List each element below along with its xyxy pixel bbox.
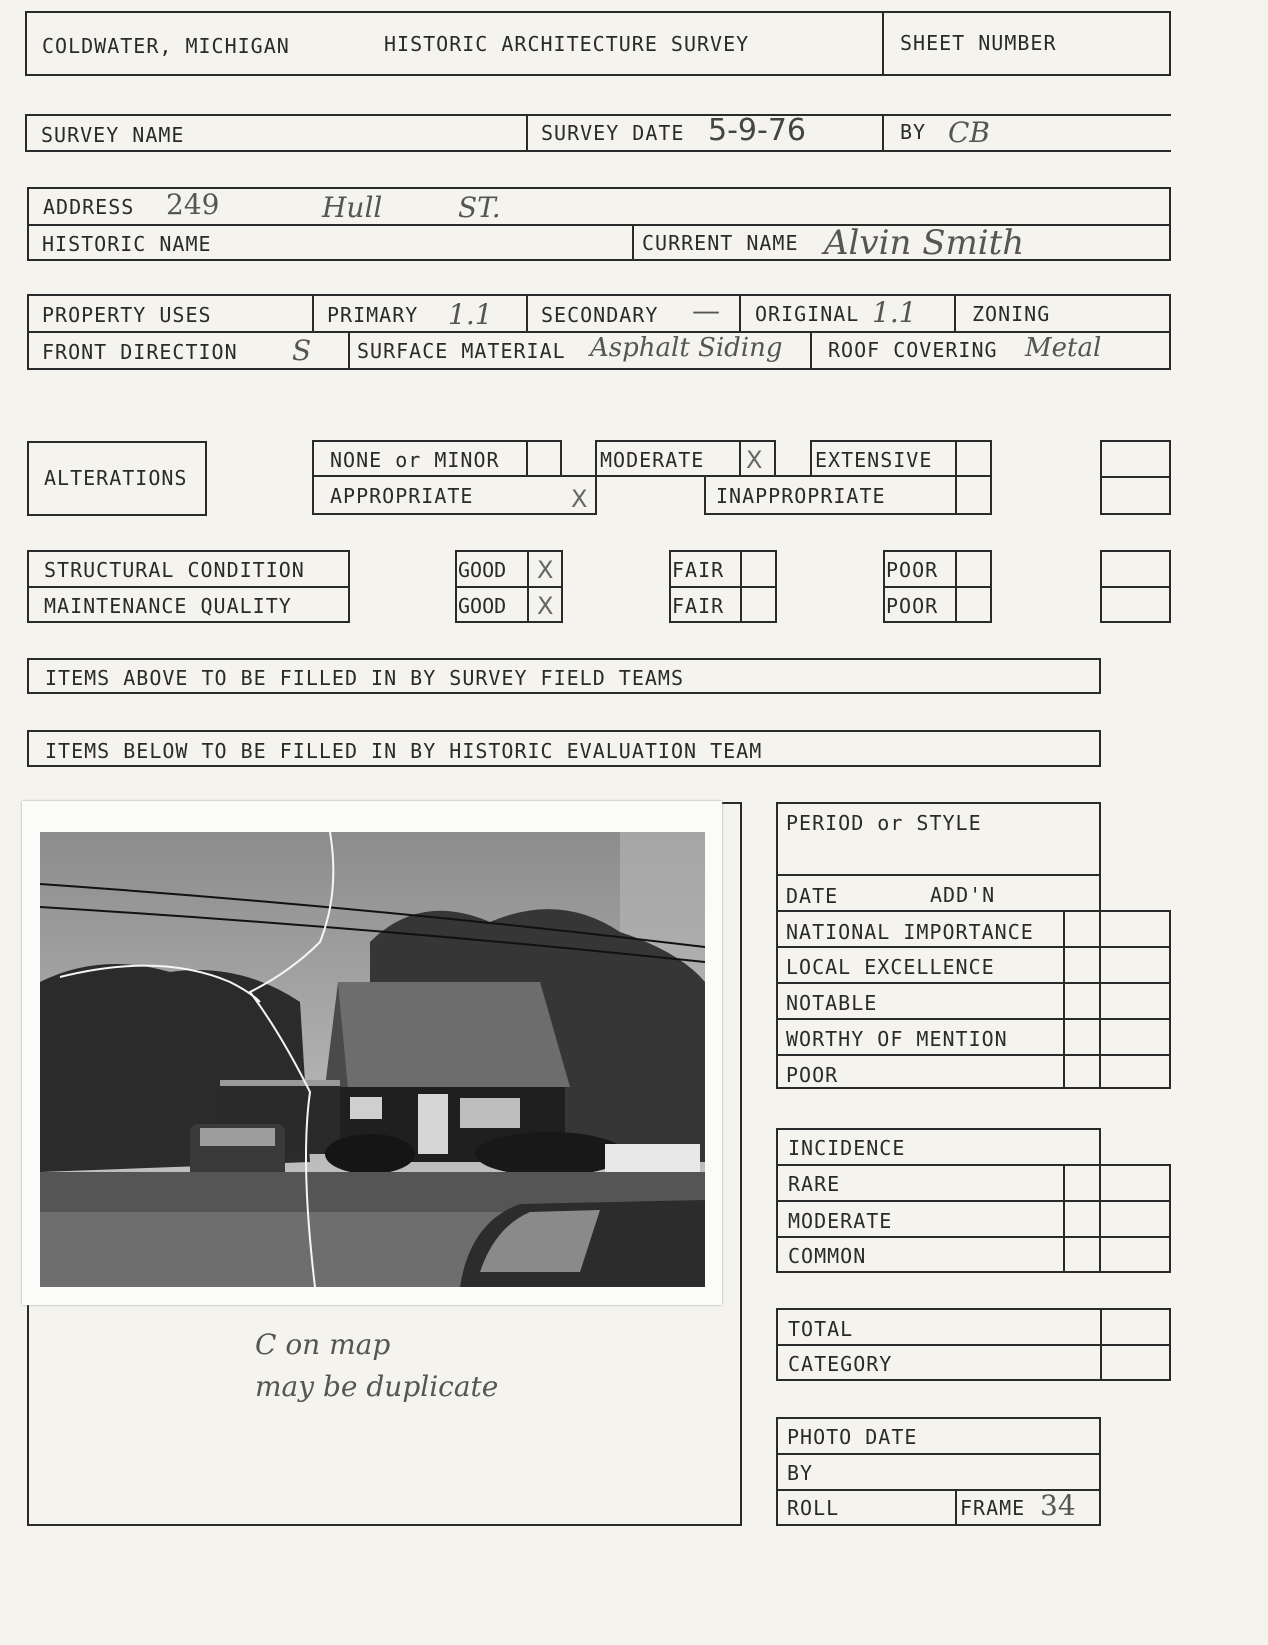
- city-label: COLDWATER, MICHIGAN: [42, 34, 290, 58]
- photo-date-label: PHOTO DATE: [787, 1425, 918, 1449]
- by-value: CB: [948, 116, 990, 149]
- maintenance-good-mark: X: [537, 592, 554, 620]
- photo-info-divider-v: [955, 1489, 957, 1526]
- survey-date-value: 5-9-76: [708, 113, 806, 148]
- notable-label: NOTABLE: [786, 991, 878, 1015]
- property-vline-4: [954, 294, 956, 331]
- addn-label: ADD'N: [930, 883, 996, 907]
- handwritten-note-line1: C on map: [255, 1328, 391, 1361]
- survey-name-label: SURVEY NAME: [41, 123, 185, 147]
- primary-value: 1.1: [448, 298, 493, 331]
- local-excellence-label: LOCAL EXCELLENCE: [786, 955, 995, 979]
- moderate-label: MODERATE: [600, 448, 705, 472]
- incidence-score-col: [1063, 1164, 1171, 1273]
- eval-line-3: [776, 946, 1171, 948]
- historic-name-label: HISTORIC NAME: [42, 232, 212, 256]
- poor-divider-v: [955, 550, 957, 623]
- total-divider-h: [776, 1344, 1171, 1346]
- items-below-note: ITEMS BELOW TO BE FILLED IN BY HISTORIC EVALUATION TEAM: [45, 739, 763, 763]
- property-vline-6: [810, 331, 812, 370]
- fair-divider-v: [740, 550, 742, 623]
- period-style-label: PERIOD or STYLE: [786, 811, 982, 835]
- structural-condition-label: STRUCTURAL CONDITION: [44, 558, 305, 582]
- eval-line-5: [776, 1018, 1171, 1020]
- none-minor-label: NONE or MINOR: [330, 448, 500, 472]
- property-vline-1: [312, 294, 314, 331]
- photo-by-label: BY: [787, 1461, 814, 1485]
- address-number: 249: [166, 188, 220, 221]
- survey-divider-2: [882, 114, 884, 152]
- fair-label-1: FAIR: [672, 558, 725, 582]
- alterations-score-divider: [1100, 476, 1171, 478]
- front-direction-label: FRONT DIRECTION: [42, 340, 238, 364]
- worthy-of-mention-label: WORTHY OF MENTION: [786, 1027, 1008, 1051]
- eval-line-4: [776, 982, 1171, 984]
- maintenance-quality-label: MAINTENANCE QUALITY: [44, 594, 292, 618]
- good-divider-v: [527, 550, 529, 623]
- appropriate-label: APPROPRIATE: [330, 484, 474, 508]
- original-value: 1.1: [872, 296, 917, 329]
- poor-divider-h: [883, 586, 992, 588]
- house-roof: [338, 982, 570, 1087]
- primary-label: PRIMARY: [327, 303, 419, 327]
- moderate-mark: X: [746, 446, 763, 474]
- current-name-value: Alvin Smith: [824, 223, 1025, 263]
- incidence-line-1: [776, 1164, 1171, 1166]
- condition-score-divider: [1100, 586, 1171, 588]
- poor-label-2: POOR: [886, 594, 939, 618]
- frame-label: FRAME: [960, 1496, 1026, 1520]
- moderate-check: [739, 440, 741, 477]
- property-uses-label: PROPERTY USES: [42, 303, 212, 327]
- roof-covering-value: Metal: [1025, 333, 1102, 363]
- photo-info-line-1: [776, 1453, 1101, 1455]
- surface-material-label: SURFACE MATERIAL: [357, 339, 566, 363]
- good-label-1: GOOD: [458, 558, 507, 582]
- alterations-label: ALTERATIONS: [44, 466, 188, 490]
- surface-material-value: Asphalt Siding: [590, 333, 783, 363]
- condition-label-divider: [27, 586, 350, 588]
- survey-date-label: SURVEY DATE: [541, 121, 685, 145]
- original-label: ORIGINAL: [755, 302, 860, 326]
- handwritten-note-line2: may be duplicate: [255, 1370, 499, 1403]
- current-name-label: CURRENT NAME: [642, 231, 799, 255]
- date-label: DATE: [786, 884, 839, 908]
- incidence-line-2: [776, 1200, 1171, 1202]
- zoning-label: ZONING: [972, 302, 1051, 326]
- roll-label: ROLL: [787, 1496, 840, 1520]
- house-photo: [40, 832, 705, 1287]
- good-label-2: GOOD: [458, 594, 507, 618]
- incidence-label: INCIDENCE: [788, 1136, 906, 1160]
- frame-value: 34: [1040, 1489, 1076, 1522]
- by-label: BY: [900, 120, 927, 144]
- eval-line-6: [776, 1054, 1171, 1056]
- category-label: CATEGORY: [788, 1352, 893, 1376]
- total-divider-v: [1100, 1308, 1102, 1381]
- eval-poor-label: POOR: [786, 1063, 839, 1087]
- secondary-value: —: [692, 294, 720, 327]
- header-divider: [882, 11, 884, 76]
- total-label: TOTAL: [788, 1317, 854, 1341]
- address-street: Hull: [322, 191, 383, 224]
- poor-label-1: POOR: [886, 558, 939, 582]
- common-label: COMMON: [788, 1244, 867, 1268]
- rare-label: RARE: [788, 1172, 841, 1196]
- items-above-note: ITEMS ABOVE TO BE FILLED IN BY SURVEY FIELD TEAMS: [45, 666, 685, 690]
- inappropriate-label: INAPPROPRIATE: [716, 484, 886, 508]
- survey-divider-1: [526, 114, 528, 152]
- address-suffix: ST.: [458, 191, 501, 224]
- eval-line-2: [776, 910, 1171, 912]
- incidence-line-3: [776, 1236, 1171, 1238]
- national-importance-label: NATIONAL IMPORTANCE: [786, 920, 1034, 944]
- eval-score-col: [1063, 910, 1171, 1089]
- good-divider-h: [455, 586, 563, 588]
- appropriate-mark: X: [571, 485, 588, 513]
- address-label: ADDRESS: [43, 195, 135, 219]
- property-vline-5: [348, 331, 350, 370]
- front-direction-value: S: [292, 334, 312, 367]
- sheet-number-label: SHEET NUMBER: [900, 31, 1057, 55]
- none-minor-check: [526, 440, 528, 477]
- property-vline-3: [739, 294, 741, 331]
- structural-good-mark: X: [537, 556, 554, 584]
- secondary-label: SECONDARY: [541, 303, 659, 327]
- fair-divider-h: [669, 586, 777, 588]
- eval-line-1: [776, 874, 1101, 876]
- survey-title: HISTORIC ARCHITECTURE SURVEY: [384, 32, 750, 56]
- property-vline-2: [526, 294, 528, 331]
- incidence-moderate-label: MODERATE: [788, 1209, 893, 1233]
- fair-label-2: FAIR: [672, 594, 725, 618]
- extensive-label: EXTENSIVE: [815, 448, 933, 472]
- address-divider-v: [632, 224, 634, 261]
- roof-covering-label: ROOF COVERING: [828, 338, 998, 362]
